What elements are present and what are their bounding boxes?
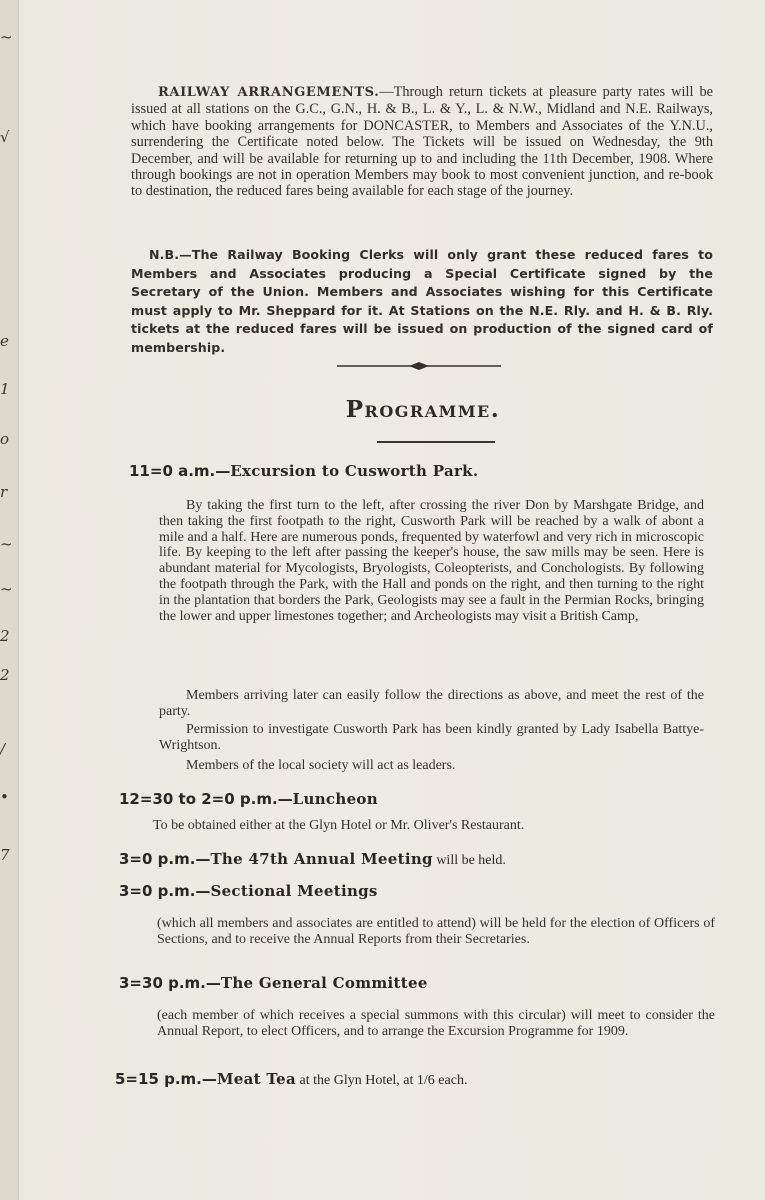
- programme-item-heading: [119, 790, 378, 808]
- margin-mark: ~: [0, 28, 13, 46]
- excursion-permission: Permission to investigate Cusworth Park has been kindly granted by Lady Isabella Battye-Wrightson.: [159, 722, 704, 753]
- nb-paragraph: N.B.—The Railway Booking Clerks will only grant these reduced fares to Members and Associates producing a Special Certificate signed by the Secretary of the Union. Members and Associates wishing for this Certificate must apply to Mr. Sheppard for it. At Stations on the N.E. Rly. and H. & B. Rly. tickets at the reduced fares will be issued on production of the signed card of membership.: [131, 247, 713, 355]
- margin-mark: √: [0, 128, 10, 146]
- item-time: 12=30 to 2=0 p.m.—: [119, 790, 293, 808]
- document-page: [19, 0, 765, 1200]
- item-title: Excursion to Cusworth Park.: [230, 462, 479, 480]
- sectional-meetings-details: (which all members and associates are entitled to attend) will be held for the election of Officers of Sections, and to receive the Annual Reports from their Secretaries.: [157, 916, 715, 947]
- item-title: Luncheon: [292, 790, 378, 808]
- railway-arrangements-text: —Through return tickets at pleasure party rates will be issued at all stations on the G.C., G.N., H. & B., L. & Y., L. & N.W., Midland and N.E. Railways, which have booking arrangements for DONCASTER, to Members and Associates of the Y.N.U., surrendering the Certificate noted below. The Tickets will be issued on Wednesday, the 9th December, and will be available for returning up to and including the 11th December, 1908. Where through bookings are not in operation Members may book to most convenient junction, and re-book to destination, the reduced fares being available for each stage of the journey.: [131, 84, 713, 200]
- item-time: 11=0 a.m.—: [129, 462, 231, 480]
- programme-title: Programme.: [345, 396, 501, 423]
- margin-mark: o: [0, 430, 10, 448]
- item-title: The General Committee: [220, 974, 428, 992]
- railway-arrangements-paragraph: [131, 84, 713, 200]
- margin-mark: ~: [0, 580, 13, 598]
- excursion-directions: By taking the first turn to the left, after crossing the river Don by Marshgate Bridge, and then taking the first footpath to the right, Cusworth Park will be reached by a walk of abont a mile and a half. Here are numerous ponds, frequented by waterfowl and very rich in microscopic life. By keeping to the left after passing the keeper's house, the saw mills may be seen. Here is abundant material for Mycologists, Bryologists, Coleopterists, and Conchologists. By following the footpath through the Park, with the Hall and ponds on the right, and then turning to the right in the plantation that borders the Park, Geologists may see a fault in the Permian Rocks, bringing the lower and upper limestones together; and Archeologists may visit a British Camp,: [159, 498, 704, 624]
- margin-mark: r: [0, 483, 8, 501]
- item-suffix: will be held.: [432, 853, 506, 868]
- programme-item-heading: [119, 882, 378, 900]
- item-suffix: at the Glyn Hotel, at 1/6 each.: [296, 1073, 468, 1088]
- programme-item-heading: [119, 850, 506, 869]
- margin-mark: /: [0, 740, 6, 758]
- excursion-leaders: Members of the local society will act as leaders.: [186, 758, 456, 773]
- margin-mark: 2: [0, 627, 10, 645]
- item-time: 3=0 p.m.—: [119, 850, 211, 868]
- programme-item-heading: [115, 1070, 467, 1089]
- margin-mark: 2: [0, 666, 10, 684]
- item-title: Meat Tea: [216, 1070, 296, 1088]
- luncheon-details: To be obtained either at the Glyn Hotel or Mr. Oliver's Restaurant.: [153, 818, 525, 833]
- margin-mark: 7: [0, 846, 10, 864]
- railway-arrangements-heading: RAILWAY ARRANGEMENTS.: [158, 85, 380, 100]
- item-time: 5=15 p.m.—: [115, 1070, 217, 1088]
- margin-mark: e: [0, 332, 9, 350]
- item-time: 3=30 p.m.—: [119, 974, 221, 992]
- item-title: Sectional Meetings: [210, 882, 378, 900]
- title-rule: [377, 441, 495, 443]
- margin-mark: ~: [0, 535, 13, 553]
- adjacent-page-strip: [0, 0, 19, 1200]
- programme-item-heading: [119, 974, 428, 992]
- item-title: The 47th Annual Meeting: [210, 850, 433, 868]
- margin-mark: •: [0, 788, 9, 806]
- programme-item-heading: [129, 462, 478, 480]
- excursion-late-arrivals: Members arriving later can easily follow the directions as above, and meet the rest of the party.: [159, 688, 704, 719]
- item-time: 3=0 p.m.—: [119, 882, 211, 900]
- margin-mark: 1: [0, 380, 10, 398]
- ornament-divider: [337, 360, 501, 372]
- general-committee-details: (each member of which receives a special summons with this circular) will meet to consider the Annual Report, to elect Officers, and to arrange the Excursion Programme for 1909.: [157, 1008, 715, 1039]
